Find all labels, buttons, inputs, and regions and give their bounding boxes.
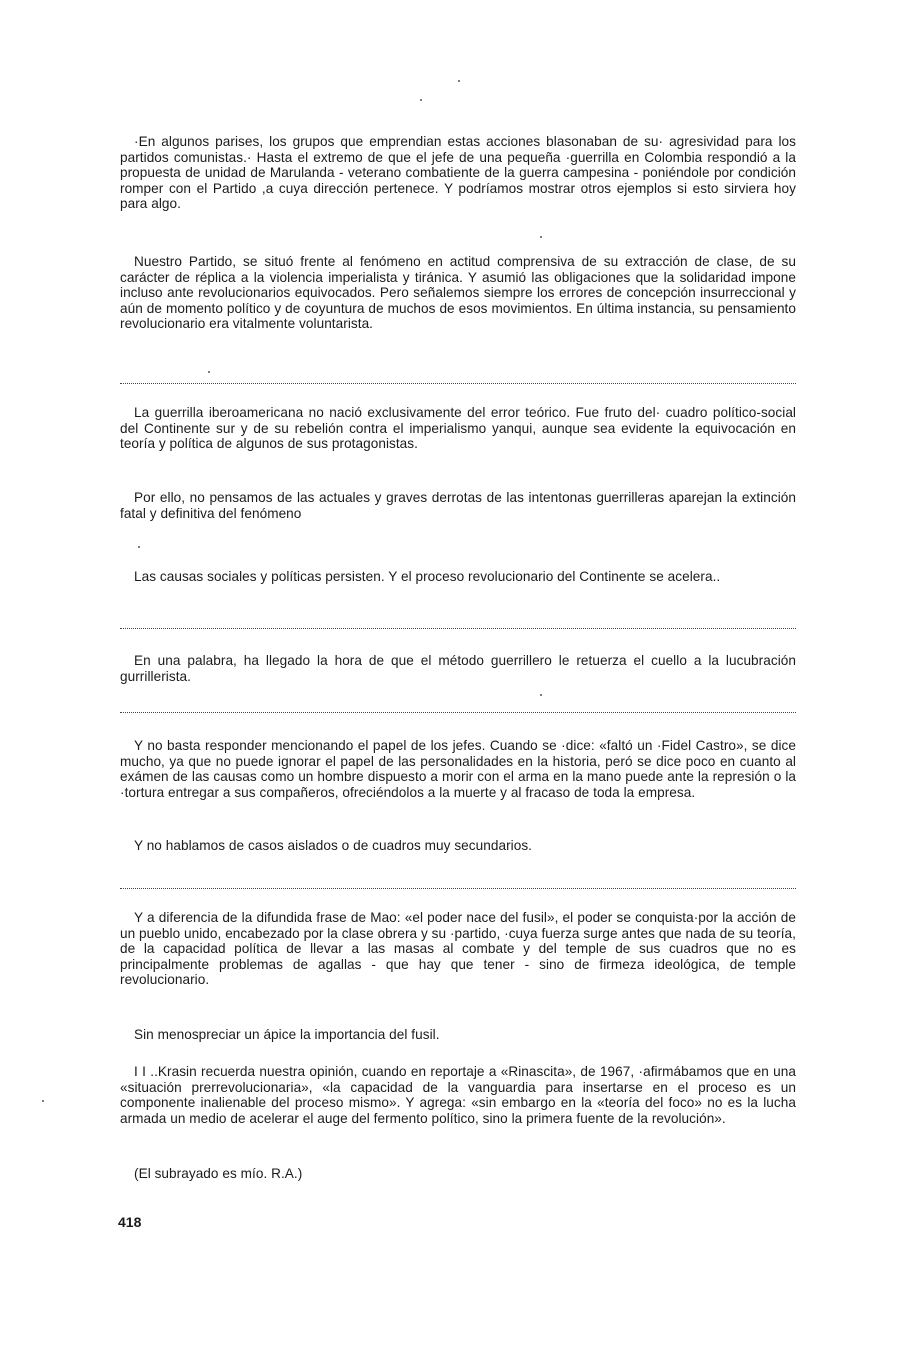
paragraph-12: (El subrayado es mío. R.A.)	[134, 1166, 303, 1181]
scan-speck	[420, 99, 422, 101]
paragraph-10: Sin menospreciar un ápice la importancia del fusil.	[134, 1027, 440, 1042]
scan-speck	[540, 694, 542, 696]
scan-speck	[208, 371, 210, 373]
dotted-separator	[120, 888, 796, 889]
paragraph-6: En una palabra, ha llegado la hora de que el método guerrillero le retuerza el cuello a la lucubración gurrillerista.	[120, 653, 796, 684]
paragraph-9: Y a diferencia de la difundida frase de Mao: «el poder nace del fusil», el poder se conquista·por la acción de un pueblo unido, encabezado por la clase obrera y su ·partido, ·cuya fuerza surge antes que nada de su teoría, de la capacidad política de llevar a las masas al combate y del temple de sus cuadros que no es principalmente problemas de agallas - que hay que tener - sino de firmeza ideológica, de temple revolucionario.	[120, 910, 796, 988]
page-number: 418	[118, 1214, 142, 1230]
paragraph-8: Y no hablamos de casos aislados o de cuadros muy secundarios.	[134, 838, 533, 853]
paragraph-11: I I ..Krasin recuerda nuestra opinión, cuando en reportaje a «Rinascita», de 1967, ·afirmábamos que en una «situación prerrevolucionaria», «la capacidad de la vanguardia para insertarse en el proceso es un componente inalienable del proceso mismo». Y agrega: «sin embargo en la «teoría del foco» no es la lucha armada un medio de acelerar el auge del fermento político, sino la primera fuente de la revolución».	[120, 1064, 796, 1126]
scan-speck	[540, 236, 542, 238]
paragraph-5: Las causas sociales y políticas persisten. Y el proceso revolucionario del Continente se acelera..	[134, 569, 721, 584]
paragraph-1: ·En algunos parises, los grupos que emprendian estas acciones blasonaban de su· agresividad para los partidos comunistas.· Hasta el extremo de que el jefe de una pequeña ·guerrilla en Colombia respondió a la propuesta de unidad de Marulanda - veterano combatiente de la guerra campesina - poniéndole por condición romper con el Partido ,a cuya dirección pertenece. Y podríamos mostrar otros ejemplos si esto sirviera hoy para algo.	[120, 134, 796, 212]
dotted-separator	[120, 628, 796, 629]
dotted-separator	[120, 383, 796, 384]
paragraph-3: La guerrilla iberoamericana no nació exclusivamente del error teórico. Fue fruto del· cuadro político-social del Continente sur y de su rebelión contra el imperialismo yanqui, aunque sea evidente la equivocación en teoría y política de algunos de sus protagonistas.	[120, 405, 796, 452]
scan-speck	[458, 80, 460, 82]
scan-speck	[42, 1100, 44, 1102]
scan-speck	[138, 546, 140, 548]
paragraph-4: Por ello, no pensamos de las actuales y graves derrotas de las intentonas guerrilleras aparejan la extinción fatal y definitiva del fenómeno	[120, 490, 796, 521]
paragraph-2: Nuestro Partido, se situó frente al fenómeno en actitud comprensiva de su extracción de clase, de su carácter de réplica a la violencia imperialista y tiránica. Y asumió las obligaciones que la solidaridad impone incluso ante revolucionarios equivocados. Pero señalemos siempre los errores de concepción insurreccional y aún de momento político y de coyuntura de muchos de esos movimientos. En última instancia, su pensamiento revolucionario era vitalmente voluntarista.	[120, 254, 796, 332]
dotted-separator	[120, 712, 796, 713]
paragraph-7: Y no basta responder mencionando el papel de los jefes. Cuando se ·dice: «faltó un ·Fidel Castro», se dice mucho, ya que no puede ignorar el papel de las personalidades en la historia, peró se dice poco en cuanto al exámen de las causas como un hombre dispuesto a morir con el arma en la mano puede ante la represión o la ·tortura entregar a sus compañeros, ofreciéndolos a la muerte y al fracaso de toda la empresa.	[120, 738, 796, 800]
